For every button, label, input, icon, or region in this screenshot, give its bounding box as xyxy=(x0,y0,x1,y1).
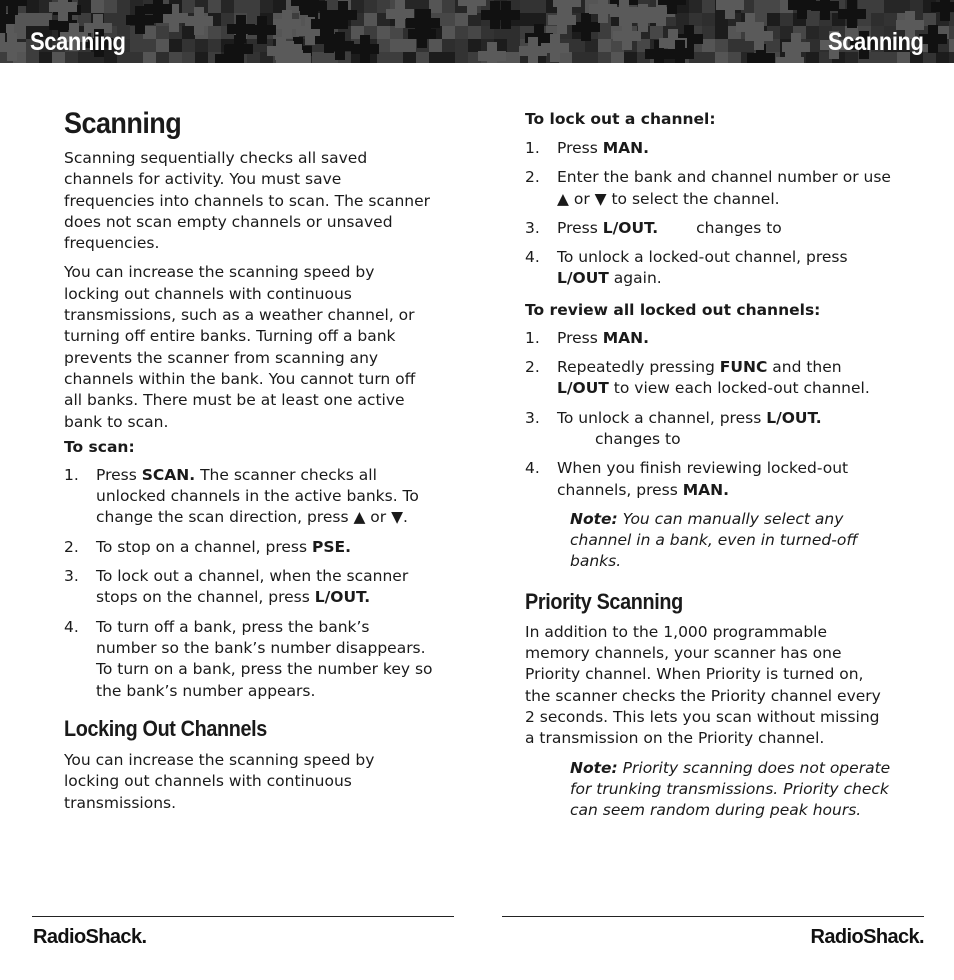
to-scan-subheading: To scan: xyxy=(64,437,135,456)
review-step: 1. Press MAN. xyxy=(525,328,650,347)
scan-step: 1. Press SCAN. The scanner checks all unlocked channels in the active banks. To change the scan direction, press ▲ or ▼. xyxy=(64,465,419,527)
speed-paragraph: You can increase the scanning speed by locking out channels with continuous transmissions, such as a weather channel, or turning off entire banks. Turning off a bank prevents the scanner from scanning any channels within the bank. You cannot turn off all banks. There must be at least one active bank to scan. xyxy=(64,263,416,431)
header-banner xyxy=(0,0,954,63)
lock-step: 4. To unlock a locked-out channel, press L/OUT again. xyxy=(525,248,848,288)
radioshack-logo-left: RadioShack. xyxy=(33,926,147,948)
lock-step: 1. Press MAN. xyxy=(525,139,650,157)
lock-subheading: To lock out a channel: xyxy=(525,110,716,128)
intro-paragraph: Scanning sequentially checks all saved channels for activity. You must save frequencies into channels to scan. The scanner does not scan empty channels or unsaved frequencies. xyxy=(64,149,431,253)
locking-paragraph: You can increase the scanning speed by locking out channels with continuous transmissions. xyxy=(64,751,375,812)
lock-step: 2. Enter the bank and channel number or use ▲ or ▼ to select the channel. xyxy=(525,168,891,208)
header-pattern xyxy=(0,0,954,63)
header-title-right: Scanning xyxy=(828,28,924,56)
lock-step: 3. Press L/OUT. changes to xyxy=(525,218,782,237)
priority-paragraph: In addition to the 1,000 programmable memory channels, your scanner has one Priority channel. When Priority is turned on, the scanner checks the Priority channel every 2 seconds. This lets you scan without missing a transmission on the Priority channel. xyxy=(525,622,881,748)
note-manual-select: Note: You can manually select any channel in a bank, even in turned-off banks. xyxy=(570,509,858,571)
scan-step: 2. To stop on a channel, press PSE. xyxy=(64,537,351,556)
review-subheading: To review all locked out channels: xyxy=(525,300,821,319)
priority-heading: Priority Scanning xyxy=(525,588,683,614)
lock-steps-list xyxy=(525,138,893,290)
page-title: Scanning xyxy=(64,107,182,140)
note-priority: Note: Priority scanning does not operate for trunking transmissions. Priority check can seem random during peak hours. xyxy=(570,758,891,820)
review-step: 4. When you finish reviewing locked-out channels, press MAN. xyxy=(525,459,849,499)
scan-step: 3. To lock out a channel, when the scanner stops on the channel, press L/OUT. xyxy=(64,567,409,607)
review-step: 3. To unlock a channel, press L/OUT. changes to xyxy=(525,408,822,448)
footer-rule-right xyxy=(502,916,924,917)
scan-steps-list xyxy=(64,465,434,702)
scan-step: 4. To turn off a bank, press the bank’s number so the bank’s number disappears. To turn on a bank, press the number key so the bank’s number appears. xyxy=(64,617,433,700)
right-column xyxy=(525,109,893,821)
review-steps-list xyxy=(525,328,893,501)
left-intro-block xyxy=(64,148,434,702)
radioshack-logo-right: RadioShack. xyxy=(810,926,924,948)
review-step: 2. Repeatedly pressing FUNC and then L/OUT to view each locked-out channel. xyxy=(525,358,870,398)
footer-rule-left xyxy=(32,916,454,917)
locking-heading: Locking Out Channels xyxy=(64,716,267,741)
header-title-left: Scanning xyxy=(30,28,126,56)
